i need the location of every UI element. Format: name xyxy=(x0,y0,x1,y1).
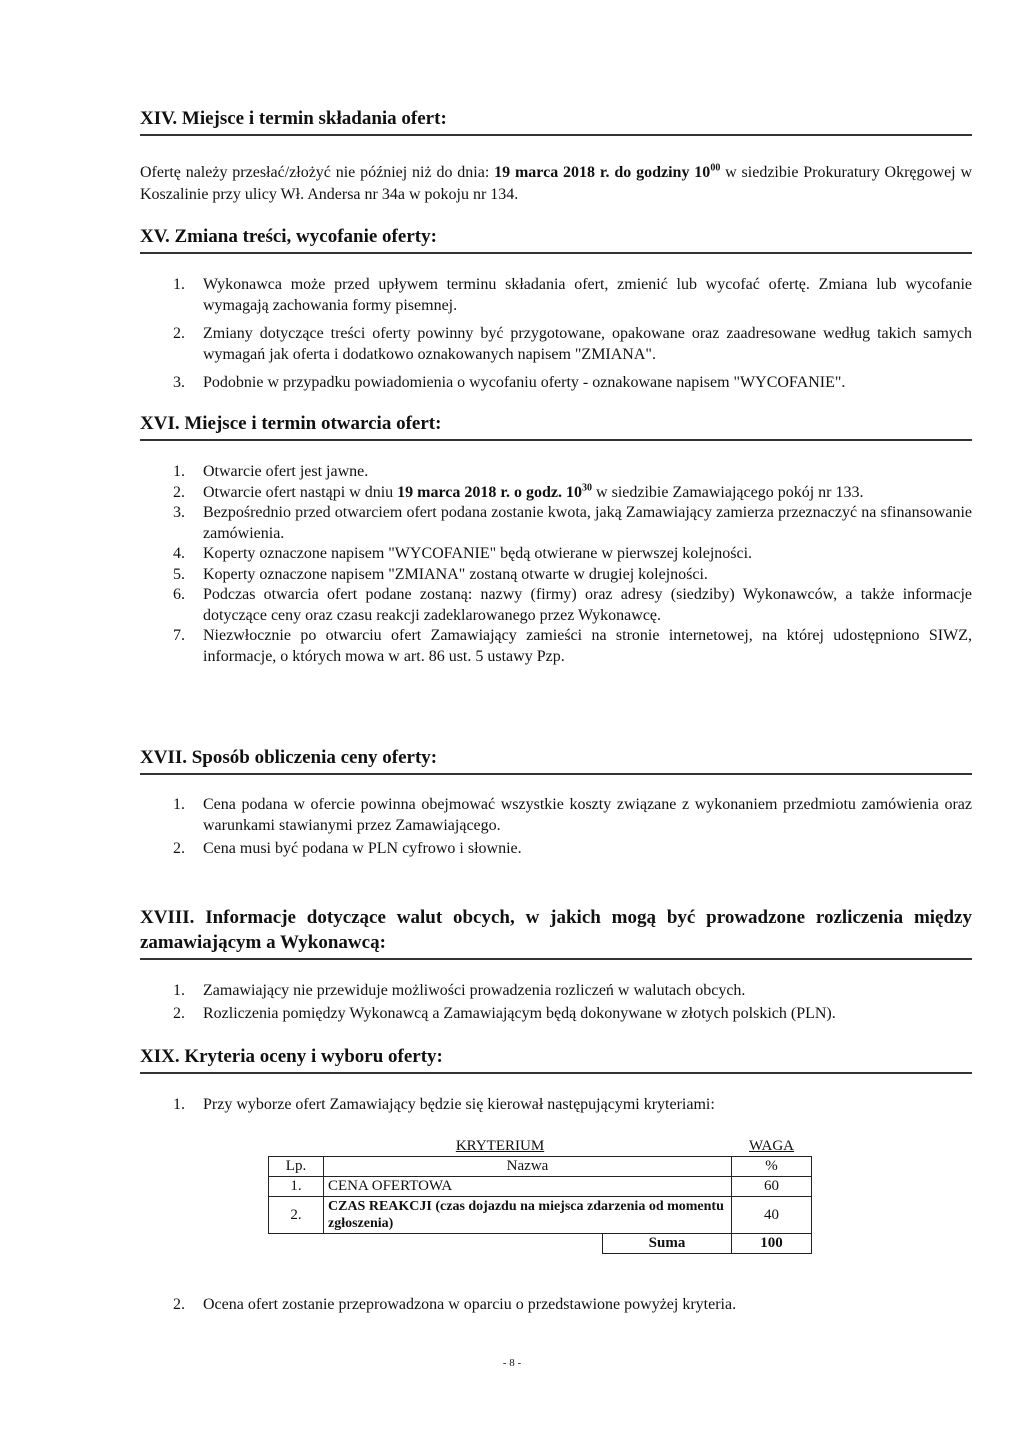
cell-name: CZAS REAKCJI (czas dojazdu na miejsca zdarzenia od momentu zgłoszenia) xyxy=(324,1197,732,1234)
cell-name: CENA OFERTOWA xyxy=(324,1177,732,1197)
list-item: 2. Ocena ofert zostanie przeprowadzona w oparciu o przedstawione powyżej kryteria. xyxy=(173,1296,737,1313)
section-xvii xyxy=(140,746,972,860)
list-item: 2. Otwarcie ofert nastąpi w dniu 19 marca 2018 r. o godz. $10^{30}$ w siedzibie Zamawiającego pokój nr 133. xyxy=(173,482,864,501)
header-percent: % xyxy=(732,1157,812,1177)
table-row xyxy=(269,1197,812,1234)
cell-weight: 40 xyxy=(732,1197,812,1234)
sum-label: Suma xyxy=(603,1234,732,1254)
section-heading: XVI. Miejsce i termin otwarcia ofert: xyxy=(140,413,442,434)
table-row xyxy=(269,1177,812,1197)
list-item: 2. Cena musi być podana w PLN cyfrowo i słownie. xyxy=(173,840,522,857)
list-item: 2. Zmiany dotyczące treści oferty powinny być przygotowane, opakowane oraz zaadresowane według takich samych wymagań jak oferta i dodatkowo oznakowanych napisem "ZMIANA". xyxy=(173,325,972,363)
section-xix xyxy=(140,1045,972,1116)
list-item: 3. Podobnie w przypadku powiadomienia o wycofaniu oferty - oznakowane napisem "WYCOFANIE". xyxy=(173,374,846,391)
list-item: 1. Zamawiający nie przewiduje możliwości prowadzenia rozliczeń w walutach obcych. xyxy=(173,982,746,999)
section-heading: XIV. Miejsce i termin składania ofert: xyxy=(140,108,447,129)
sum-value: 100 xyxy=(732,1234,812,1254)
section-xvi xyxy=(140,412,972,667)
header-waga: WAGA xyxy=(732,1137,812,1157)
list-item: 3. Bezpośrednio przed otwarciem ofert podana zostanie kwota, jaką Zamawiający zamierza przeznaczyć na sfinansowanie zamówienia. xyxy=(173,504,972,542)
header-kryterium: KRYTERIUM xyxy=(269,1137,732,1157)
deadline-minutes: 00 xyxy=(710,162,721,174)
text-run: w siedzibie Prokuratury Okręgowej w Koszalinie przy ulicy Wł. Andersa nr 34a w pokoju nr 134. xyxy=(140,164,973,203)
cell-lp: 2. xyxy=(269,1197,324,1234)
opening-date: 19 marca 2018 r. xyxy=(397,483,511,501)
section-heading: XIX. Kryteria oceny i wyboru oferty: xyxy=(140,1046,443,1067)
opening-hour: 10 xyxy=(566,483,583,501)
list-item: 1. Otwarcie ofert jest jawne. xyxy=(173,463,369,480)
list-item: 7. Niezwłocznie po otwarciu ofert Zamawiający zamieści na stronie internetowej, na której udostępniono SIWZ, informacje, o których mowa w art. 86 ust. 5 ustawy Pzp. xyxy=(173,627,972,665)
table-row xyxy=(269,1157,812,1177)
header-nazwa: Nazwa xyxy=(324,1157,732,1177)
deadline-date: 19 marca 2018 r. xyxy=(494,164,610,181)
page-number: - 8 - xyxy=(502,1357,522,1369)
section-heading: XVII. Sposób obliczenia ceny oferty: xyxy=(140,747,438,768)
list-item: 1. Wykonawca może przed upływem terminu składania ofert, zmienić lub wycofać ofertę. Zmiana lub wycofanie wymagają zachowania formy pisemnej. xyxy=(173,276,972,314)
numbered-list xyxy=(140,1295,972,1316)
text-run: Ofertę należy przesłać/złożyć nie później niż do dnia: xyxy=(140,164,495,181)
numbered-list xyxy=(140,275,972,394)
section-heading: XVIII. Informacje dotyczące walut obcych, w jakich mogą być prowadzone rozliczenia między zamawiającym a Wykonawcą: xyxy=(140,907,972,953)
list-item: 1. Przy wyborze ofert Zamawiający będzie się kierował następującymi kryteriami: xyxy=(173,1096,715,1113)
list-item: 1. Cena podana w ofercie powinna obejmować wszystkie koszty związane z wykonaniem przedmiotu zamówienia oraz warunkami stawianymi przez Zamawiającego. xyxy=(173,796,972,834)
empty-cell xyxy=(269,1234,603,1254)
numbered-list xyxy=(140,462,972,667)
section-xix-end xyxy=(140,1295,972,1316)
heading-rule xyxy=(140,1072,972,1074)
numbered-list xyxy=(140,981,972,1024)
heading-rule xyxy=(140,134,972,136)
section-xiv xyxy=(140,107,972,206)
submission-paragraph xyxy=(140,162,972,206)
table-row xyxy=(269,1234,812,1254)
section-xviii xyxy=(140,905,972,1024)
heading-rule xyxy=(140,252,972,254)
table-row xyxy=(269,1137,812,1157)
section-heading: XV. Zmiana treści, wycofanie oferty: xyxy=(140,226,437,247)
criteria-table xyxy=(268,1137,812,1254)
cell-lp: 1. xyxy=(269,1177,324,1197)
numbered-list xyxy=(140,1095,972,1116)
list-item: 2. Rozliczenia pomiędzy Wykonawcą a Zamawiającym będą dokonywane w złotych polskich (PLN). xyxy=(173,1004,836,1022)
section-xv xyxy=(140,225,972,394)
heading-rule xyxy=(140,958,972,960)
numbered-list xyxy=(140,795,972,860)
cell-weight: 60 xyxy=(732,1177,812,1197)
list-item: 6. Podczas otwarcia ofert podane zostaną: nazwy (firmy) oraz adresy (siedziby) Wykonawców, a także informacje dotyczące ceny oraz czasu reakcji zadeklarowanego przez Wykonawcę. xyxy=(173,586,972,624)
deadline-hour: do godziny 10 xyxy=(609,164,711,181)
list-item: 4. Koperty oznaczone napisem "WYCOFANIE" będą otwierane w pierwszej kolejności. xyxy=(173,545,753,562)
heading-rule xyxy=(140,439,972,441)
list-item: 5. Koperty oznaczone napisem "ZMIANA" zostaną otwarte w drugiej kolejności. xyxy=(173,565,708,583)
heading-rule xyxy=(140,773,972,775)
header-lp: Lp. xyxy=(269,1157,324,1177)
